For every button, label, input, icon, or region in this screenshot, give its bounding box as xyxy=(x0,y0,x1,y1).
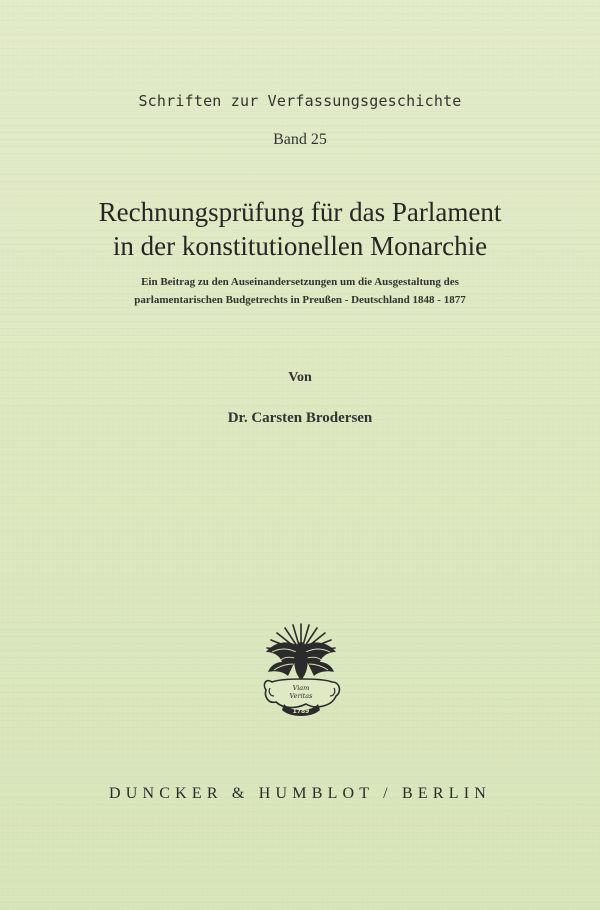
series-title: Schriften zur Verfassungsgeschichte xyxy=(138,92,462,110)
logo-motto-1: Viam xyxy=(292,684,310,692)
publisher-imprint: DUNCKER & HUMBLOT / BERLIN xyxy=(108,785,492,802)
book-subtitle-line-2: parlamentarischen Budgetrechts in Preußen - Deutschland 1848 - 1877 xyxy=(134,294,466,306)
book-subtitle-line-1: Ein Beitrag zu den Auseinandersetzungen um die Ausgestaltung des xyxy=(141,276,459,288)
author-name: Dr. Carsten Brodersen xyxy=(227,410,373,426)
eagle-publisher-emblem-icon xyxy=(258,622,344,720)
eagle-body xyxy=(294,652,308,680)
volume-number: Band 25 xyxy=(273,131,327,148)
by-label: Von xyxy=(288,370,312,385)
book-title-line-1: Rechnungsprüfung für das Parlament xyxy=(98,197,502,227)
logo-year: 1789 xyxy=(292,708,310,715)
book-title-line-2: in der konstitutionellen Monarchie xyxy=(112,231,488,261)
logo-motto-2: Veritas xyxy=(289,692,313,700)
